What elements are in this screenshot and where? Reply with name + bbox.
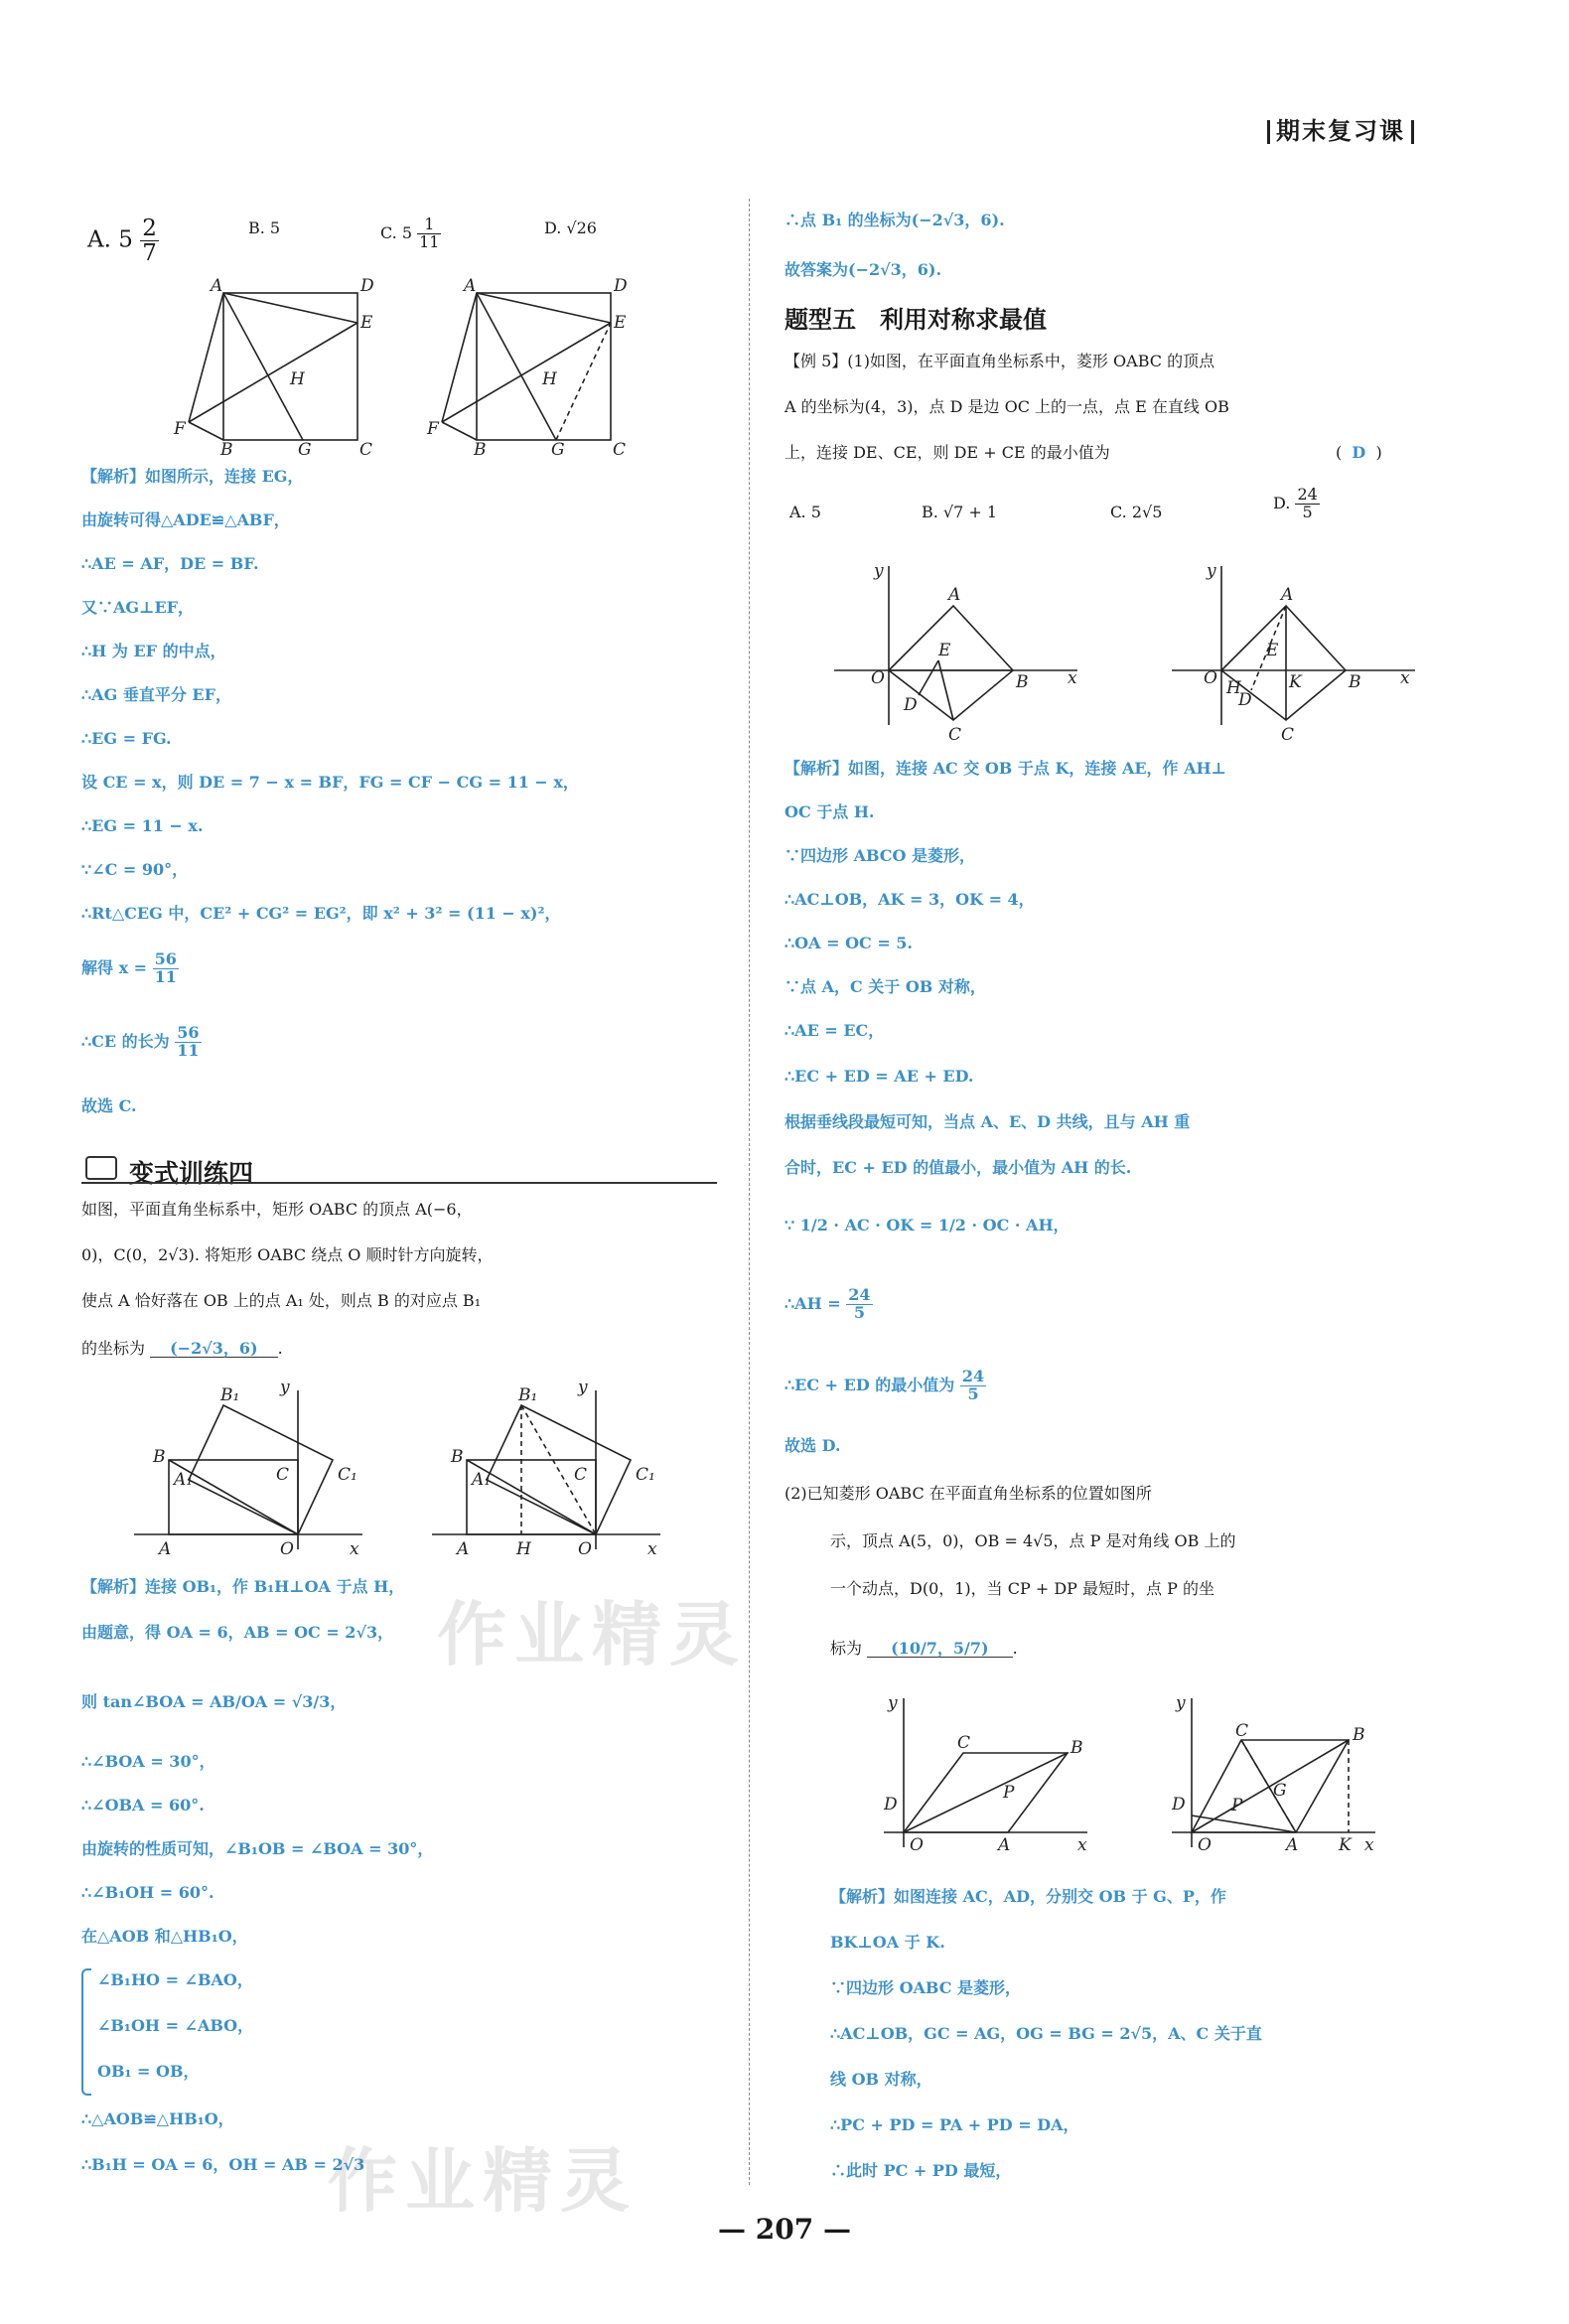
svg-text:A: A [211, 276, 223, 296]
svg-text:x: x [1068, 668, 1077, 688]
choice-a: A. 5 $\frac{2}{7}$ [87, 216, 157, 267]
svg-text:A: A [998, 1835, 1011, 1855]
svg-text:D: D [614, 276, 628, 296]
rhombus-figures-2 [874, 1688, 1410, 1857]
ex5-answer: D [1352, 443, 1366, 462]
svg-text:C: C [613, 440, 627, 460]
svg-text:B: B [153, 1447, 166, 1467]
column-divider [749, 199, 751, 2185]
svg-text:G: G [1273, 1781, 1287, 1801]
square-figures [169, 273, 725, 460]
b1-coordinate: ∴点 B₁ 的坐标为(−2√3，6). [784, 211, 1005, 229]
header-title: 期末复习课 [1276, 117, 1405, 145]
svg-text:P: P [1231, 1796, 1243, 1816]
svg-text:x: x [1077, 1835, 1087, 1855]
svg-text:F: F [174, 419, 186, 439]
svg-text:B₁: B₁ [518, 1385, 538, 1405]
svg-text:y: y [1176, 1693, 1186, 1713]
svg-text:P: P [1003, 1783, 1015, 1803]
problem-answer: (−2√3，6) [150, 1341, 277, 1358]
svg-text:D: D [1238, 690, 1252, 710]
svg-text:E: E [1266, 641, 1279, 660]
svg-text:H: H [1226, 678, 1241, 698]
watermark: 作业精灵 [437, 1594, 747, 1675]
svg-text:B: B [1353, 1725, 1365, 1745]
section-title: 变式训练四 [129, 1159, 254, 1188]
svg-text:H: H [516, 1539, 531, 1559]
svg-text:A: A [948, 585, 961, 605]
svg-text:E: E [360, 313, 373, 333]
svg-text:G: G [298, 440, 312, 460]
page-number: — 207 — [718, 2213, 851, 2246]
answer-statement: 故答案为(−2√3，6). [784, 260, 942, 279]
choice-b: B. 5 [248, 218, 281, 237]
svg-text:H: H [290, 369, 305, 389]
svg-text:H: H [542, 369, 557, 389]
svg-text:G: G [551, 440, 565, 460]
svg-text:D: D [904, 695, 918, 715]
svg-text:C: C [276, 1465, 290, 1485]
watermark: 作业精灵 [328, 2140, 638, 2222]
svg-text:C: C [359, 440, 373, 460]
svg-text:O: O [1198, 1835, 1212, 1855]
svg-text:y: y [1207, 561, 1216, 581]
svg-text:x: x [1400, 668, 1410, 688]
svg-text:C: C [574, 1465, 588, 1485]
svg-text:B: B [474, 440, 487, 460]
svg-text:B: B [1070, 1738, 1083, 1758]
pencil-icon [85, 1156, 117, 1180]
svg-text:x: x [1364, 1835, 1374, 1855]
svg-text:y: y [874, 561, 884, 581]
svg-text:K: K [1289, 672, 1302, 692]
svg-text:A: A [1281, 585, 1294, 605]
svg-text:O: O [280, 1539, 294, 1559]
svg-text:D: D [1172, 1795, 1186, 1815]
svg-text:F: F [427, 419, 439, 439]
rhombus-figures [829, 556, 1410, 745]
svg-text:C: C [948, 725, 962, 745]
svg-text:O: O [1204, 668, 1217, 688]
q2-answer: (10/7，5/7) [867, 1641, 1013, 1658]
svg-text:K: K [1339, 1835, 1352, 1855]
svg-text:B: B [220, 440, 233, 460]
svg-text:B: B [1016, 672, 1029, 692]
svg-text:O: O [910, 1835, 924, 1855]
topic-title: 题型五 利用对称求最值 [784, 306, 1047, 334]
svg-text:y: y [888, 1693, 898, 1713]
svg-text:A: A [457, 1539, 470, 1559]
section-variant-training [81, 1150, 717, 1188]
svg-text:B: B [451, 1447, 464, 1467]
svg-text:A₁: A₁ [472, 1470, 492, 1490]
svg-text:E: E [938, 641, 951, 660]
svg-text:C: C [1281, 725, 1295, 745]
choice-d: D. √26 [544, 218, 597, 237]
svg-text:D: D [884, 1795, 898, 1815]
svg-text:y: y [280, 1378, 290, 1397]
svg-text:y: y [578, 1378, 588, 1397]
svg-text:x: x [350, 1539, 359, 1559]
svg-text:D: D [360, 276, 374, 296]
svg-text:B₁: B₁ [220, 1385, 240, 1405]
svg-text:A: A [464, 276, 477, 296]
svg-text:A₁: A₁ [174, 1470, 194, 1490]
svg-text:B: B [1349, 672, 1361, 692]
svg-text:C₁: C₁ [338, 1465, 357, 1485]
svg-text:A: A [1286, 1835, 1299, 1855]
svg-text:O: O [578, 1539, 592, 1559]
svg-text:E: E [614, 313, 627, 333]
choice-c: C. 5 $\frac{1}{11}$ [380, 215, 440, 251]
svg-text:x: x [647, 1539, 657, 1559]
svg-text:C: C [1235, 1721, 1249, 1741]
page-header [1261, 111, 1420, 146]
svg-text:C₁: C₁ [636, 1465, 655, 1485]
rectangle-figures [129, 1380, 685, 1559]
svg-text:A: A [159, 1539, 172, 1559]
svg-text:C: C [957, 1733, 971, 1753]
svg-text:O: O [871, 668, 885, 688]
